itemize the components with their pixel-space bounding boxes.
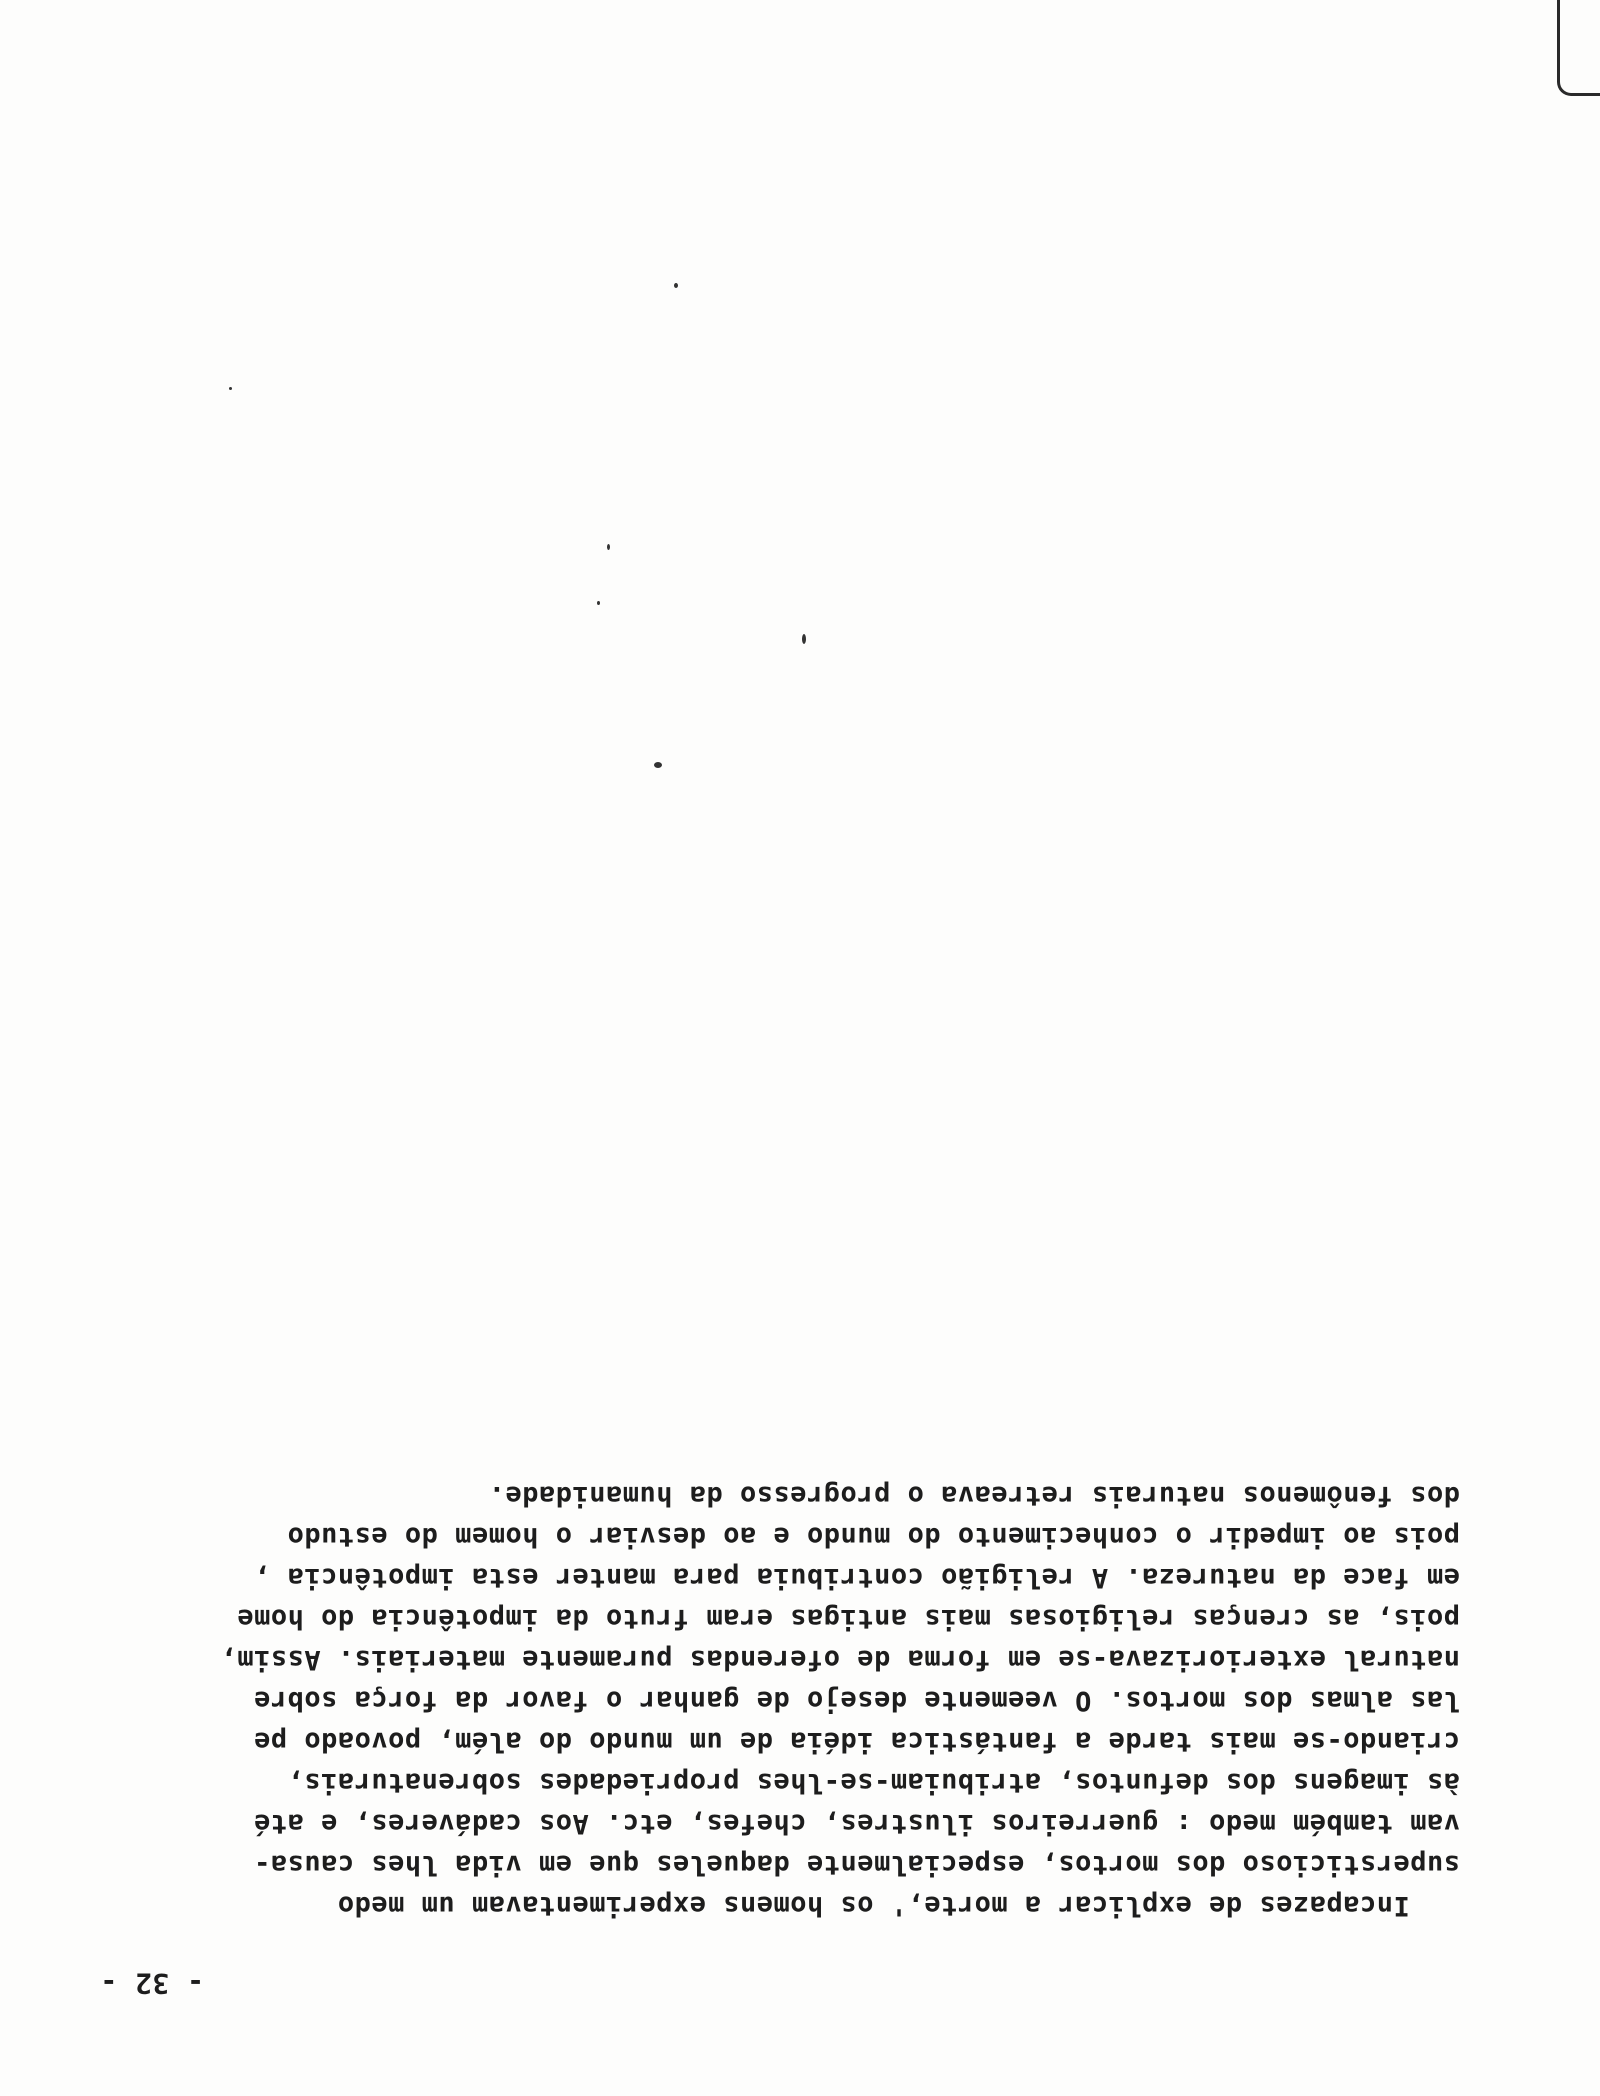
text-line: supersticioso dos mortos, especialmente daqueles que em vida lhes causa- <box>253 1849 1460 1880</box>
scan-speck <box>802 634 806 644</box>
text-line: natural exteriorizava-se em forma de oferendas puramente materiais. Assim, <box>220 1644 1460 1675</box>
text-line: vam também medo : guerreiros ilustres, chefes, etc. Aos cadáveres, e até <box>253 1808 1460 1839</box>
page-corner-shadow <box>1557 0 1600 96</box>
typed-paragraph <box>60 1475 1460 1926</box>
scan-speck <box>607 544 610 550</box>
text-line: pois ao impedir o conhecimento do mundo e ao desviar o homem do estudo <box>287 1521 1460 1552</box>
text-line: Incapazes de explicar a morte,' os homens experimentavam um medo <box>337 1890 1460 1921</box>
scan-speck <box>229 387 232 390</box>
text-line: em face da natureza. A religião contribuia para manter esta impotência , <box>253 1562 1460 1593</box>
scan-speck <box>654 762 662 768</box>
page-number: - 32 - <box>99 1967 204 2000</box>
text-line: às imagens dos defuntos, atribuiam-se-lhes propriedades sobrenaturais, <box>287 1767 1460 1798</box>
text-line: pois, as crenças religiosas mais antigas eram fruto da impotência do home <box>236 1603 1460 1634</box>
text-line: dos fenômenos naturais retreava o progresso da humanidade. <box>488 1480 1460 1511</box>
text-line: las almas dos mortos. O veemente desejo de ganhar o favor da força sobre <box>253 1685 1460 1716</box>
scan-speck <box>597 601 600 605</box>
text-line: criando-se mais tarde a fantástica idéia de um mundo do além, povoado pe <box>253 1726 1460 1757</box>
scan-speck <box>674 283 678 288</box>
